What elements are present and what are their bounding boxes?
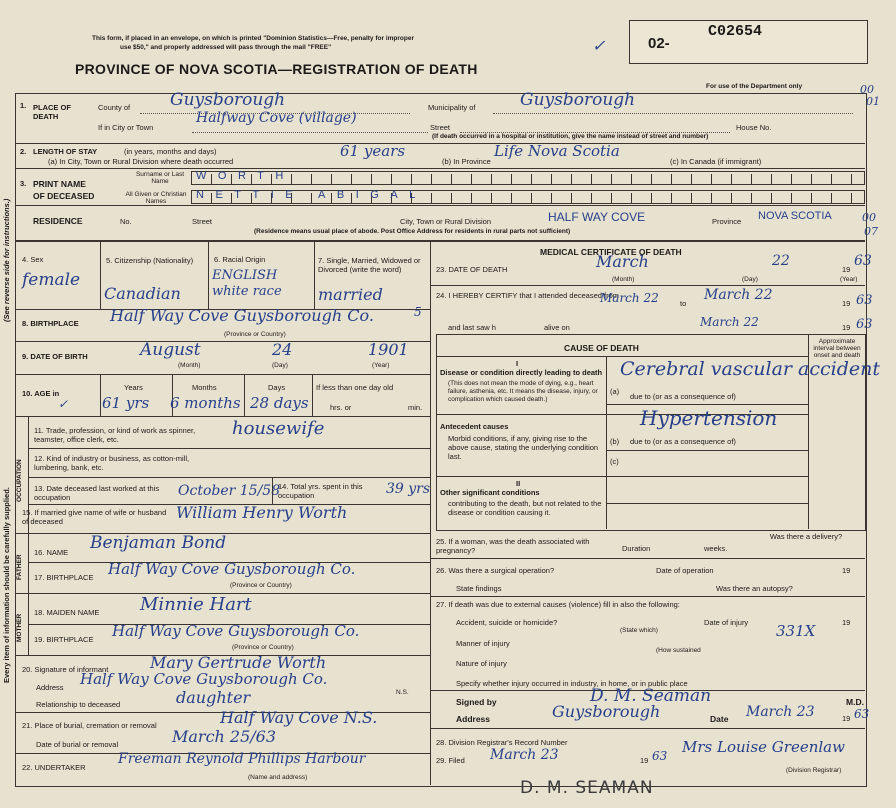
- margin-mark-5: 5: [414, 305, 422, 319]
- dob-year: 1901: [368, 340, 409, 359]
- reg-number: C02654: [708, 23, 763, 40]
- other-label: Other significant conditions: [440, 488, 540, 497]
- other-note: contributing to the death, but not related to the disease or condition causing it.: [448, 499, 602, 517]
- q25-label: 25. If a woman, was the death associated with pregnancy?: [436, 537, 590, 556]
- date-of-op-label: Date of operation: [656, 566, 714, 575]
- name-label-1: PRINT NAME: [33, 179, 86, 189]
- header-notice-1: This form, if placed in an envelope, on which is printed "Dominion Statistics—Free, penalty for improper: [92, 35, 414, 42]
- cause-heading: CAUSE OF DEATH: [564, 343, 639, 353]
- age-months-label: Months: [192, 383, 217, 392]
- informant-sig-value: Mary Gertrude Worth: [150, 653, 327, 672]
- informant-sig-label: 20. Signature of informant: [22, 665, 109, 674]
- mother-maiden-value: Minnie Hart: [140, 594, 252, 615]
- undertaker-value: Freeman Reynold Phillips Harbour: [118, 751, 366, 767]
- certify-from: March 22: [600, 291, 659, 305]
- dept-use: For use of the Department only: [706, 83, 803, 90]
- stay-num: 2.: [20, 147, 27, 156]
- cause-code: 331X: [776, 622, 816, 640]
- trade-label: 11. Trade, profession, or kind of work as spinner, teamster, office clerk, etc.: [34, 426, 196, 445]
- death-date-label: 23. DATE OF DEATH: [436, 265, 508, 274]
- reg-prefix: 02-: [648, 35, 670, 52]
- residence-street: Street: [192, 217, 213, 226]
- last-saw-year: 63: [856, 317, 873, 332]
- accident-label: Accident, suicide or homicide?: [456, 618, 558, 627]
- sex-label: 4. Sex: [22, 255, 44, 264]
- citizenship-value: Canadian: [104, 284, 181, 303]
- age-years-value: 61 yrs: [102, 394, 150, 412]
- burial-place-label: 21. Place of burial, cremation or removal: [22, 721, 157, 730]
- duration-label: Duration: [622, 544, 651, 553]
- md-label: M.D.: [846, 697, 864, 707]
- marital-label: 7. Single, Married, Widowed or Divorced (write the word): [318, 256, 421, 274]
- header-notice-2: use $50," and properly addressed will pass through the mail "FREE": [120, 44, 332, 51]
- antecedent-note: Morbid conditions, if any, giving rise to the above cause, stating the underlying condition last.: [448, 434, 599, 461]
- total-years-label: 14. Total yrs. spent in this occupation: [278, 482, 363, 501]
- informant-rel-value: daughter: [176, 688, 251, 707]
- autopsy-label: Was there an autopsy?: [716, 584, 793, 593]
- dept-code-2: 01: [866, 95, 880, 108]
- dept-code-1: 00: [860, 83, 874, 96]
- death-19: 19: [842, 265, 851, 274]
- industry-label: 12. Kind of industry or business, as cotton-mill, lumbering, bank, etc.: [34, 454, 190, 473]
- alive-on-label: alive on: [544, 323, 570, 332]
- sig-19: 19: [842, 714, 851, 723]
- place-label: PLACE OF DEATH: [33, 103, 71, 122]
- certify-19: 19: [842, 299, 851, 308]
- check-mark: ✓: [592, 36, 606, 55]
- race-label: 6. Racial Origin: [214, 255, 266, 264]
- form-title: PROVINCE OF NOVA SCOTIA—REGISTRATION OF DEATH: [75, 61, 478, 77]
- specify-label: Specify whether injury occurred in industry, in home, or in public place: [456, 679, 688, 688]
- min-label: min.: [408, 403, 423, 412]
- residence-province-label: Province: [712, 217, 742, 226]
- given-value: NETTIE ABIGAL: [196, 189, 427, 201]
- part-i: I: [516, 359, 519, 368]
- last-worked-label: 13. Date deceased last worked at this occupation: [34, 484, 160, 503]
- registrar-value: Mrs Louise Greenlaw: [682, 738, 845, 756]
- father-side-label: FATHER: [16, 554, 23, 580]
- cause-c-label: (c): [610, 457, 619, 466]
- last-saw-19: 19: [842, 323, 851, 332]
- spouse-value: William Henry Worth: [176, 503, 348, 522]
- municipality-label: Municipality of: [428, 103, 476, 112]
- spouse-label: 15. If married give name of wife or husband of deceased: [22, 508, 167, 527]
- sig-date-label: Date: [710, 714, 729, 724]
- father-bp-label: 17. BIRTHPLACE: [34, 573, 94, 582]
- surname-label: Surname or Last Name: [135, 171, 185, 185]
- residence-province-value: NOVA SCOTIA: [758, 210, 832, 222]
- father-name-label: 16. NAME: [34, 548, 69, 557]
- medical-heading: MEDICAL CERTIFICATE OF DEATH: [540, 247, 682, 257]
- delivery-label: Was there a delivery?: [769, 532, 843, 541]
- last-worked-value: October 15/58: [178, 483, 281, 499]
- hrs-label: hrs. or: [330, 403, 352, 412]
- mother-maiden-label: 18. MAIDEN NAME: [34, 608, 100, 617]
- due-to-a: due to (or as a consequence of): [630, 392, 736, 401]
- age-check: ✓: [58, 397, 69, 411]
- marital-value: married: [318, 285, 383, 304]
- residence-note: (Residence means usual place of abode. Post Office Address for residents in rural parts not sufficient): [254, 228, 571, 235]
- age-years-label: Years: [124, 383, 143, 392]
- total-years-value: 39 yrs: [386, 481, 431, 497]
- informant-rel-label: Relationship to deceased: [36, 700, 121, 709]
- nature-label: Nature of injury: [456, 659, 507, 668]
- burial-date-label: Date of burial or removal: [36, 740, 119, 749]
- mother-side-label: MOTHER: [16, 613, 23, 642]
- residence-code-1: 00: [862, 211, 876, 224]
- residence-city-value: HALF WAY COVE: [548, 210, 646, 224]
- residence-code-2: 07: [864, 225, 878, 238]
- how-sustained: (How sustained: [656, 647, 701, 654]
- dob-day: 24: [272, 340, 293, 359]
- certify-label: 24. I HEREBY CERTIFY that I attended deceased from: [436, 291, 620, 300]
- informant-addr-label: Address: [36, 683, 64, 692]
- undertaker-sub: (Name and address): [248, 774, 308, 781]
- city-label: If in City or Town: [98, 123, 154, 132]
- stay-b-value: Life Nova Scotia: [494, 142, 620, 160]
- age-days-label: Days: [268, 383, 286, 392]
- certify-to-label: to: [680, 299, 687, 308]
- due-to-b: due to (or as a consequence of): [630, 437, 736, 446]
- age-months-value: 6 months: [170, 394, 241, 412]
- city-value: Halfway Cove (village): [196, 110, 357, 126]
- death-day: 22: [772, 253, 790, 269]
- dob-year-sub: (Year): [372, 362, 390, 369]
- father-bp-value: Half Way Cove Guysborough Co.: [108, 560, 356, 578]
- residence-no: No.: [120, 217, 132, 226]
- stay-a-value: 61 years: [340, 142, 406, 160]
- sig-address-label: Address: [456, 714, 491, 724]
- registrar-sub: (Division Registrar): [786, 767, 842, 774]
- residence-label: RESIDENCE: [33, 216, 83, 226]
- occupation-side-label: OCCUPATION: [16, 459, 23, 502]
- residence-city-label: City, Town or Rural Division: [400, 217, 491, 226]
- given-label: All Given or Christian Names: [125, 191, 187, 205]
- op-19: 19: [842, 566, 851, 575]
- cause-b-value: Hypertension: [640, 406, 778, 430]
- injury-19: 19: [842, 618, 851, 627]
- county-value: Guysborough: [170, 90, 286, 110]
- filed-value: March 23: [490, 747, 559, 763]
- weeks-label: weeks.: [704, 544, 728, 553]
- street-label: Street: [430, 123, 451, 132]
- municipality-value: Guysborough: [520, 90, 636, 110]
- dob-label: 9. DATE OF BIRTH: [22, 352, 88, 361]
- trade-value: housewife: [232, 418, 325, 439]
- death-day-sub: (Day): [742, 276, 758, 283]
- death-year-sub: (Year): [840, 276, 858, 283]
- sig-year: 63: [854, 707, 870, 721]
- state-which: (State which): [620, 627, 658, 634]
- informant-ns: N.S.: [396, 689, 409, 696]
- stay-b-label: (b) In Province: [442, 157, 491, 166]
- death-month: March: [596, 252, 649, 271]
- burial-date-value: March 25/63: [172, 727, 277, 746]
- mother-bp-sub: (Province or Country): [232, 644, 294, 651]
- antecedent-label: Antecedent causes: [440, 422, 509, 431]
- burial-place-value: Half Way Cove N.S.: [220, 708, 378, 727]
- interval-label: Approximate interval between onset and death: [813, 338, 861, 360]
- q29-label: 29. Filed: [436, 756, 465, 765]
- q26-label: 26. Was there a surgical operation?: [436, 566, 555, 575]
- signed-label: Signed by: [456, 697, 497, 707]
- death-month-sub: (Month): [612, 276, 635, 283]
- cause-b-label: (b): [610, 437, 620, 446]
- mother-bp-value: Half Way Cove Guysborough Co.: [112, 622, 360, 640]
- dob-month-sub: (Month): [178, 362, 201, 369]
- findings-label: State findings: [456, 584, 502, 593]
- bottom-pencil-signature: D. M. SEAMAN: [520, 778, 654, 798]
- left-margin-instructions: (See reverse side for instructions.): [2, 198, 11, 322]
- dob-month: August: [140, 340, 201, 360]
- last-saw-label: and last saw h: [448, 323, 496, 332]
- cause-a-value: Cerebral vascular accident: [620, 358, 880, 380]
- citizenship-label: 5. Citizenship (Nationality): [106, 256, 194, 265]
- part-ii: II: [516, 479, 521, 488]
- father-bp-sub: (Province or Country): [230, 582, 292, 589]
- stay-sub: (in years, months and days): [124, 147, 217, 156]
- left-margin-note: Every item of information should be carefully supplied.: [2, 487, 11, 683]
- sig-address-value: Guysborough: [552, 702, 661, 721]
- cause-a-label: (a): [610, 387, 620, 396]
- signed-value: D. M. Seaman: [590, 686, 712, 706]
- undertaker-label: 22. UNDERTAKER: [22, 763, 86, 772]
- father-name-value: Benjaman Bond: [90, 533, 227, 553]
- last-saw-date: March 22: [700, 315, 759, 329]
- name-num: 3.: [20, 179, 27, 188]
- mother-bp-label: 19. BIRTHPLACE: [34, 635, 94, 644]
- immediate-note: (This does not mean the mode of dying, e.g., heart failure, asthenia, etc. It means the disease, injury, or complication which caused death.): [448, 380, 598, 403]
- place-note: (If death occurred in a hospital or institution, give the name instead of street and number): [432, 133, 709, 140]
- date-injury-label: Date of injury: [704, 618, 749, 627]
- age-label: 10. AGE in: [22, 389, 60, 398]
- dob-day-sub: (Day): [272, 362, 288, 369]
- place-num: 1.: [20, 101, 27, 110]
- less-than-label: If less than one day old: [316, 383, 394, 392]
- q27-label: 27. If death was due to external causes (violence) fill in also the following:: [436, 600, 680, 609]
- stay-c-label: (c) In Canada (if immigrant): [670, 157, 762, 166]
- house-label: House No.: [736, 123, 772, 132]
- filed-year: 63: [652, 749, 668, 763]
- race-value: ENGLISH white race: [212, 268, 282, 300]
- certify-to: March 22: [704, 287, 773, 303]
- informant-addr-value: Half Way Cove Guysborough Co.: [80, 670, 328, 688]
- birthplace-label: 8. BIRTHPLACE: [22, 319, 79, 328]
- stay-a-label: (a) In City, Town or Rural Division where death occurred: [48, 157, 234, 166]
- stay-label: LENGTH OF STAY: [33, 147, 98, 156]
- certify-year: 63: [856, 293, 873, 308]
- immediate-label: Disease or condition directly leading to death: [440, 368, 603, 377]
- death-year: 63: [854, 253, 872, 269]
- sex-value: female: [22, 270, 81, 290]
- filed-19: 19: [640, 756, 649, 765]
- name-label-2: OF DECEASED: [33, 191, 95, 201]
- age-days-value: 28 days: [250, 394, 309, 412]
- q28-label: 28. Division Registrar's Record Number: [436, 738, 568, 747]
- manner-label: Manner of injury: [456, 639, 510, 648]
- county-label: County of: [98, 103, 131, 112]
- birthplace-value: Half Way Cove Guysborough Co.: [110, 306, 374, 325]
- surname-value: WORTH: [196, 170, 295, 182]
- birthplace-sub: (Province or Country): [224, 331, 286, 338]
- sig-date-value: March 23: [746, 704, 815, 720]
